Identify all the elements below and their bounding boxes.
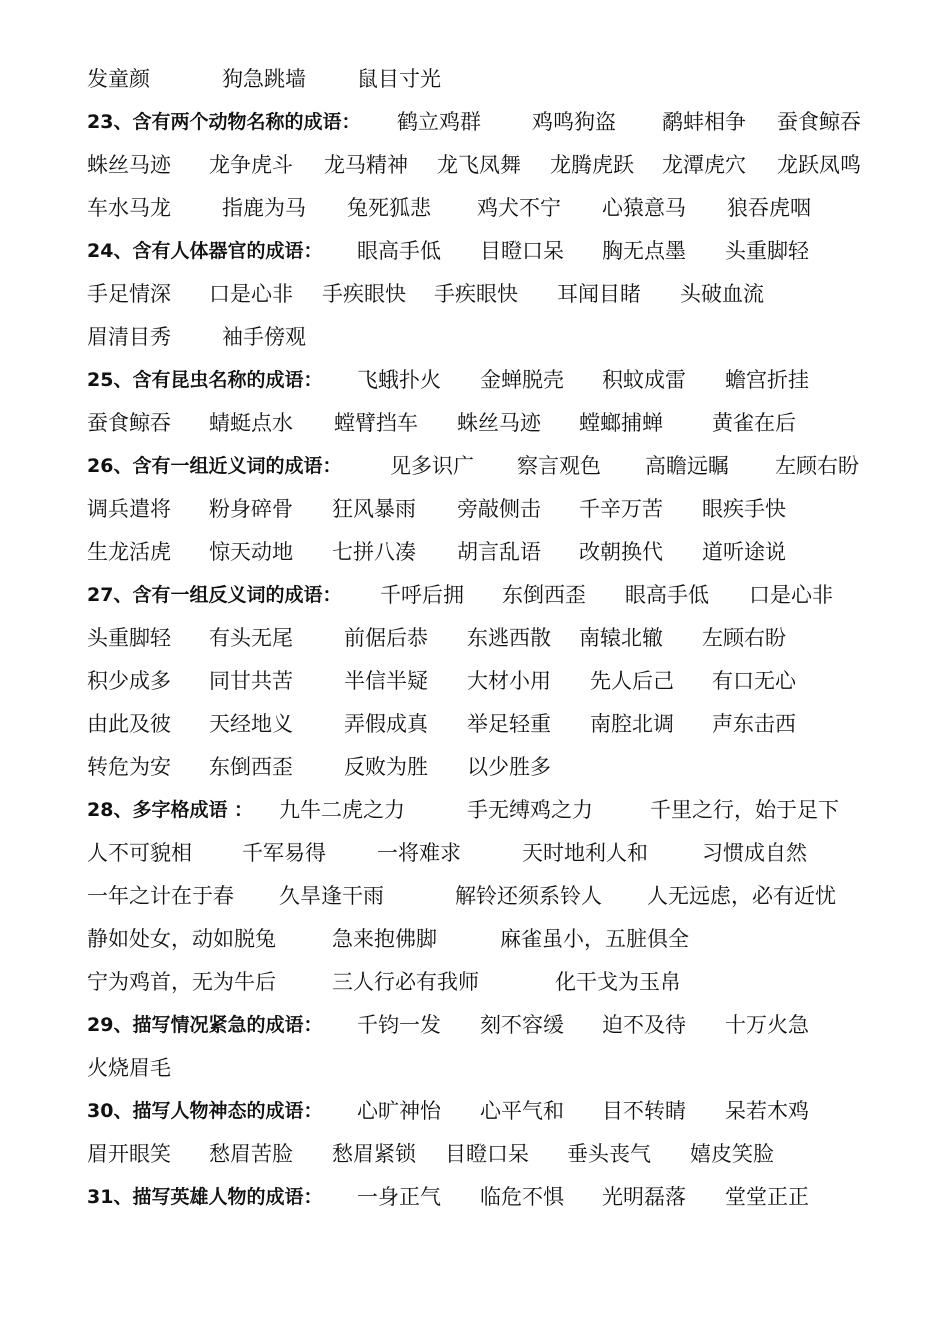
idiom: 人无远虑，必有近忧 [647, 884, 836, 908]
idiom: 蚕食鲸吞 [777, 110, 861, 134]
idiom: 积少成多 [87, 669, 171, 693]
text-line [87, 746, 887, 789]
text-line [87, 273, 887, 316]
idiom: 以少胜多 [467, 755, 551, 779]
idiom: 头重脚轻 [725, 239, 809, 263]
idiom: 蚕食鲸吞 [87, 411, 171, 435]
section-heading: 24、含有人体器官的成语： [87, 240, 323, 262]
idiom: 龙腾虎跃 [550, 153, 634, 177]
text-line [87, 144, 887, 187]
idiom: 眼高手低 [625, 583, 709, 607]
idiom: 东倒西歪 [209, 755, 293, 779]
idiom: 兔死狐悲 [347, 196, 431, 220]
idiom: 心猿意马 [602, 196, 686, 220]
idiom: 迫不及待 [602, 1013, 686, 1037]
idiom: 七拼八凑 [332, 540, 416, 564]
idiom: 高瞻远瞩 [645, 454, 729, 478]
section-heading: 23、含有两个动物名称的成语： [87, 111, 361, 133]
idiom: 见多识广 [390, 454, 474, 478]
idiom: 前倨后恭 [344, 626, 428, 650]
idiom: 一将难求 [377, 841, 461, 865]
section-heading: 29、描写情况紧急的成语： [87, 1014, 323, 1036]
idiom: 旁敲侧击 [457, 497, 541, 521]
idiom: 飞蛾扑火 [357, 368, 441, 392]
idiom: 改朝换代 [579, 540, 663, 564]
section-heading: 31、描写英雄人物的成语： [87, 1186, 323, 1208]
idiom: 愁眉紧锁 [332, 1142, 416, 1166]
idiom: 鹬蚌相争 [662, 110, 746, 134]
idiom: 千军易得 [242, 841, 326, 865]
idiom: 千呼后拥 [380, 583, 464, 607]
idiom: 积蚊成雷 [602, 368, 686, 392]
text-line [87, 359, 887, 402]
idiom: 千钧一发 [357, 1013, 441, 1037]
section-heading: 26、含有一组近义词的成语： [87, 455, 342, 477]
idiom: 火烧眉毛 [87, 1056, 171, 1080]
text-line [87, 918, 887, 961]
text-line [87, 832, 887, 875]
idiom: 堂堂正正 [725, 1185, 809, 1209]
idiom: 天时地利人和 [522, 841, 648, 865]
idiom: 龙跃凤鸣 [777, 153, 861, 177]
text-line [87, 789, 887, 832]
idiom: 刻不容缓 [480, 1013, 564, 1037]
idiom: 龙马精神 [324, 153, 408, 177]
idiom: 眉开眼笑 [87, 1142, 171, 1166]
idiom: 举足轻重 [467, 712, 551, 736]
idiom: 调兵遣将 [87, 497, 171, 521]
idiom: 螳臂挡车 [334, 411, 418, 435]
idiom: 蛛丝马迹 [457, 411, 541, 435]
section-heading: 25、含有昆虫名称的成语： [87, 369, 323, 391]
idiom: 解铃还须系铃人 [455, 884, 602, 908]
idiom: 三人行必有我师 [332, 970, 479, 994]
idiom: 嬉皮笑脸 [690, 1142, 774, 1166]
idiom: 千辛万苦 [579, 497, 663, 521]
text-line [87, 488, 887, 531]
idiom: 蜻蜓点水 [209, 411, 293, 435]
text-line [87, 660, 887, 703]
text-line [87, 230, 887, 273]
idiom: 呆若木鸡 [725, 1099, 809, 1123]
idiom: 有口无心 [712, 669, 796, 693]
idiom: 一年之计在于春 [87, 884, 234, 908]
idiom: 南腔北调 [590, 712, 674, 736]
text-line [87, 402, 887, 445]
text-line [87, 316, 887, 359]
idiom: 蛛丝马迹 [87, 153, 171, 177]
idiom: 鼠目寸光 [357, 67, 441, 91]
idiom: 道听途说 [702, 540, 786, 564]
text-line [87, 101, 887, 144]
idiom: 声东击西 [712, 712, 796, 736]
idiom: 头破血流 [680, 282, 764, 306]
idiom: 急来抱佛脚 [332, 927, 437, 951]
text-line [87, 58, 887, 101]
idiom: 九牛二虎之力 [279, 798, 405, 822]
idiom: 龙争虎斗 [209, 153, 293, 177]
idiom: 发童颜 [87, 67, 150, 91]
idiom: 口是心非 [749, 583, 833, 607]
idiom: 袖手傍观 [222, 325, 306, 349]
idiom: 耳闻目睹 [557, 282, 641, 306]
text-line [87, 961, 887, 1004]
section-heading: 28、多字格成语 ： [87, 799, 254, 821]
text-line [87, 187, 887, 230]
text-line [87, 531, 887, 574]
section-heading: 27、含有一组反义词的成语： [87, 584, 342, 606]
idiom: 东逃西散 [467, 626, 551, 650]
text-line [87, 617, 887, 660]
idiom: 头重脚轻 [87, 626, 171, 650]
idiom: 察言观色 [517, 454, 601, 478]
idiom: 目不转睛 [602, 1099, 686, 1123]
idiom: 由此及彼 [87, 712, 171, 736]
text-line [87, 1133, 887, 1176]
idiom: 龙飞凤舞 [437, 153, 521, 177]
idiom: 胸无点墨 [602, 239, 686, 263]
text-line [87, 1004, 887, 1047]
idiom: 东倒西歪 [502, 583, 586, 607]
idiom: 龙潭虎穴 [662, 153, 746, 177]
idiom: 手足情深 [87, 282, 171, 306]
idiom: 口是心非 [209, 282, 293, 306]
idiom: 金蝉脱壳 [480, 368, 564, 392]
idiom: 生龙活虎 [87, 540, 171, 564]
idiom: 左顾右盼 [702, 626, 786, 650]
idiom: 胡言乱语 [457, 540, 541, 564]
idiom: 垂头丧气 [567, 1142, 651, 1166]
idiom: 眼疾手快 [702, 497, 786, 521]
text-line [87, 445, 887, 488]
idiom: 临危不惧 [480, 1185, 564, 1209]
idiom: 半信半疑 [344, 669, 428, 693]
text-line [87, 1176, 887, 1219]
idiom: 人不可貌相 [87, 841, 192, 865]
idiom: 鹤立鸡群 [397, 110, 481, 134]
idiom: 反败为胜 [344, 755, 428, 779]
idiom: 千里之行，始于足下 [650, 798, 839, 822]
idiom: 手无缚鸡之力 [467, 798, 593, 822]
idiom: 蟾宫折挂 [725, 368, 809, 392]
document-page [87, 58, 887, 1219]
idiom: 静如处女，动如脱兔 [87, 927, 276, 951]
idiom: 粉身碎骨 [209, 497, 293, 521]
text-line [87, 1090, 887, 1133]
text-line [87, 875, 887, 918]
idiom: 眉清目秀 [87, 325, 171, 349]
idiom: 麻雀虽小，五脏俱全 [500, 927, 689, 951]
idiom: 弄假成真 [344, 712, 428, 736]
idiom: 习惯成自然 [702, 841, 807, 865]
idiom: 目瞪口呆 [480, 239, 564, 263]
idiom: 光明磊落 [602, 1185, 686, 1209]
idiom: 先人后己 [590, 669, 674, 693]
text-line [87, 1047, 887, 1090]
idiom: 狗急跳墙 [222, 67, 306, 91]
idiom: 狂风暴雨 [332, 497, 416, 521]
idiom: 惊天动地 [209, 540, 293, 564]
idiom: 目瞪口呆 [445, 1142, 529, 1166]
idiom: 有头无尾 [209, 626, 293, 650]
idiom: 大材小用 [467, 669, 551, 693]
idiom: 鸡犬不宁 [477, 196, 561, 220]
idiom: 左顾右盼 [775, 454, 859, 478]
idiom: 同甘共苦 [209, 669, 293, 693]
idiom: 宁为鸡首，无为牛后 [87, 970, 276, 994]
idiom: 久旱逢干雨 [279, 884, 384, 908]
text-line [87, 703, 887, 746]
idiom: 南辕北辙 [579, 626, 663, 650]
idiom: 愁眉苦脸 [209, 1142, 293, 1166]
idiom: 螳螂捕蝉 [579, 411, 663, 435]
idiom: 眼高手低 [357, 239, 441, 263]
section-heading: 30、描写人物神态的成语： [87, 1100, 323, 1122]
idiom: 指鹿为马 [222, 196, 306, 220]
idiom: 一身正气 [357, 1185, 441, 1209]
text-line [87, 574, 887, 617]
idiom: 转危为安 [87, 755, 171, 779]
idiom: 黄雀在后 [712, 411, 796, 435]
idiom: 鸡鸣狗盗 [532, 110, 616, 134]
idiom: 手疾眼快 [434, 282, 518, 306]
idiom: 狼吞虎咽 [727, 196, 811, 220]
idiom: 心旷神怡 [357, 1099, 441, 1123]
idiom: 心平气和 [480, 1099, 564, 1123]
idiom: 天经地义 [209, 712, 293, 736]
idiom: 车水马龙 [87, 196, 171, 220]
idiom: 化干戈为玉帛 [555, 970, 681, 994]
idiom: 手疾眼快 [322, 282, 406, 306]
idiom: 十万火急 [725, 1013, 809, 1037]
